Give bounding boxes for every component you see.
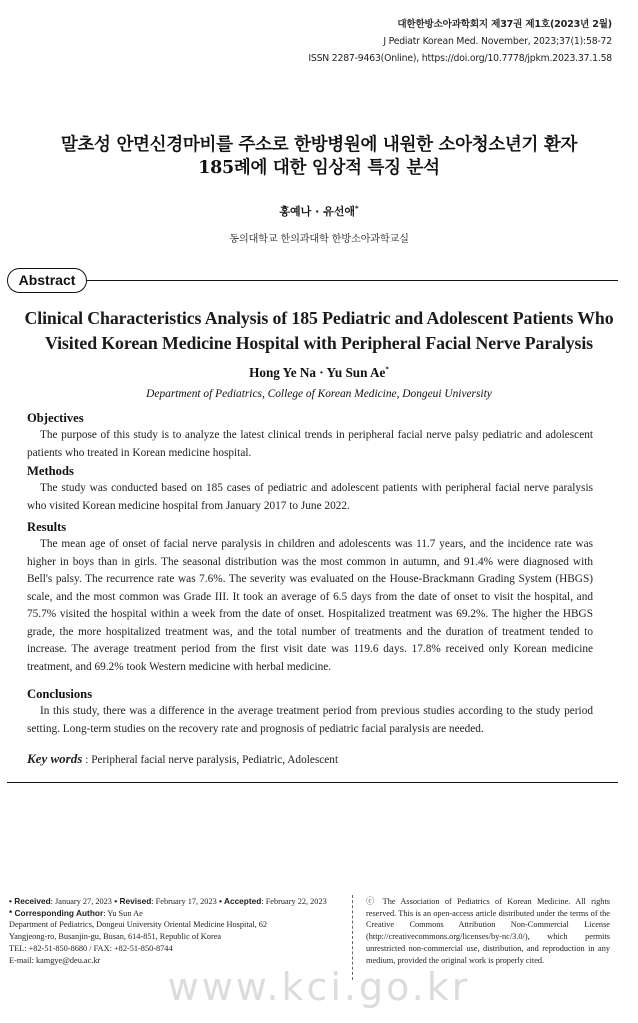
- address-line: Yangjeong-ro, Busanjin-gu, Busan, 614-851, Republic of Korea: [9, 932, 222, 942]
- english-authors: Hong Ye Na · Yu Sun Ae*: [249, 365, 389, 380]
- copyright-notice: ⓒ The Association of Pediatrics of Korean Medicine. All rights reserved. This is an open-access article distributed under the terms of the Creative Commons Attribution Non-Commercial License (http://creativecommons.org/licenses/by-nc/3.0/), which permits unrestricted non-commercial use, distribution, and reproduction in any medium, provided the original work is properly cited.: [366, 897, 610, 965]
- keywords-label: Key words: [27, 751, 83, 766]
- korean-title: 말초성 안면신경마비를 주소로 한방병원에 내원한 소아청소년기 환자 185례에 대한 임상적 특징 분석: [60, 135, 578, 178]
- section-conclusions: [27, 686, 593, 738]
- dates-line: • Received: January 27, 2023 • Revised: February 17, 2023 • Accepted: February 22, 2023: [9, 896, 327, 906]
- section-body: In this study, there was a difference in the average treatment period from previous studies according to the study period setting. Long-term studies on the recovery rate and prognosis of pediatric facial paralysis are needed.: [27, 705, 593, 735]
- section-body: The purpose of this study is to analyze the latest clinical trends in peripheral facial nerve palsy pediatric and adolescent patients who treated in Korean medicine hospital.: [27, 429, 593, 459]
- abstract-bottom-divider: [7, 782, 618, 783]
- journal-korean-title: 대한한방소아과학회지 제37권 제1호(2023년 2월): [397, 19, 612, 30]
- corresponding-mark: *: [385, 365, 389, 374]
- journal-header: [308, 16, 612, 67]
- keywords-separator: :: [85, 754, 89, 766]
- korean-affiliation: 동의대학교 한의과대학 한방소아과학교실: [229, 234, 409, 245]
- keywords: [27, 751, 593, 767]
- section-body: The study was conducted based on 185 cases of pediatric and adolescent patients with peripheral facial nerve paralysis who visited Korean medicine hospital from January 2017 to June 2022.: [27, 482, 593, 512]
- english-affiliation: Department of Pediatrics, College of Korean Medicine, Dongeui University: [146, 388, 492, 400]
- section-results: [27, 519, 593, 676]
- email-line: E-mail: kamgye@deu.ac.kr: [9, 955, 101, 965]
- section-heading: Conclusions: [27, 687, 93, 701]
- watermark: www.kci.go.kr: [167, 965, 471, 1009]
- section-heading: Objectives: [27, 411, 84, 425]
- corresponding-author-line: * Corresponding Author: Yu Sun Ae: [9, 907, 143, 918]
- section-heading: Results: [27, 520, 67, 534]
- abstract-label: Abstract: [7, 268, 87, 293]
- english-title: Clinical Characteristics Analysis of 185 Pediatric and Adolescent Patients Who Visited Korean Medicine Hospital with Peripheral Facial Nerve Paralysis: [24, 308, 614, 353]
- phone-fax-line: TEL: +82-51-850-8680 / FAX: +82-51-850-8744: [9, 943, 173, 953]
- journal-issn-doi: ISSN 2287-9463(Online), https://doi.org/10.7778/jpkm.2023.37.1.58: [308, 53, 612, 64]
- section-heading: Methods: [27, 464, 74, 478]
- corresponding-mark: *: [354, 204, 359, 213]
- section-body: The mean age of onset of facial nerve paralysis in children and adolescents was 11.7 years, and the incidence rate was higher in boys than in girls. The seasonal distribution was the most common in autumn, and 91.4% were diagnosed with Bell's palsy. The recurrence rate was 7.6%. The severity was evaluated on the House-Brackmann Grading System (HBGS) scale, and the most common was Grade III. It took an average of 6.5 days from the date of onset to visit the hospital, and 75.7% visited the hospital within a week from the date of onset. Hospitalized treatment was 69.2%. The higher the HBGS grade, the more hospitalized treatment was, and the total number of treatments and the duration of treatment tended to increase. The average treatment period from the first visit date was 119.6 days. 17.8% received only Korean medicine treatment, and 69.2% took Western medicine with herbal medicine.: [27, 538, 593, 673]
- address-line: Department of Pediatrics, Dongeui University Oriental Medicine Hospital, 62: [9, 920, 268, 930]
- keywords-text: Peripheral facial nerve paralysis, Pediatric, Adolescent: [88, 754, 339, 766]
- journal-citation: J Pediatr Korean Med. November, 2023;37(1):58-72: [383, 36, 612, 47]
- section-methods: [27, 463, 593, 515]
- abstract-divider: [86, 280, 618, 281]
- article-info-footnote: [9, 896, 339, 966]
- section-objectives: [27, 410, 593, 462]
- korean-authors: 홍예나 · 유선애*: [279, 204, 359, 218]
